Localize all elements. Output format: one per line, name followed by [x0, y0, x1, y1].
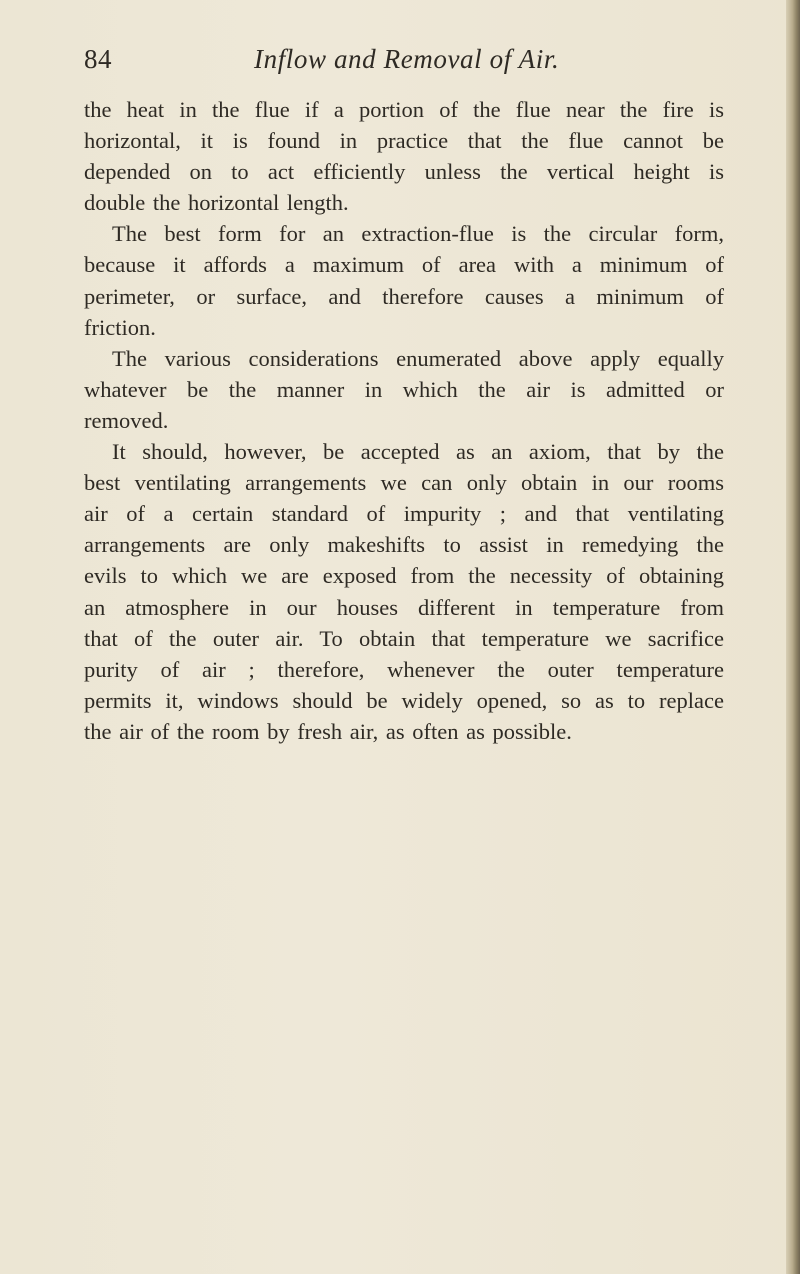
- text-line: the air of the room by fresh air, as often as possible.: [84, 718, 572, 744]
- text-line: purity of air ; therefore, whenever the outer temperature: [84, 656, 724, 682]
- text-line: whatever be the manner in which the air is admitted or: [84, 376, 724, 402]
- text-line: arrangements are only makeshifts to assist in remedying the: [84, 532, 724, 558]
- text-line: horizontal, it is found in practice that the flue cannot be: [84, 128, 724, 154]
- text-line: friction.: [84, 314, 156, 340]
- text-line: removed.: [84, 407, 169, 433]
- text-line: The best form for an extraction-flue is the circular form,: [112, 221, 724, 247]
- page-edge-shadow: [786, 0, 800, 1274]
- text-line: The various considerations enumerated above apply equally: [112, 345, 724, 371]
- text-line: perimeter, or surface, and therefore causes a minimum of: [84, 283, 724, 309]
- text-line: an atmosphere in our houses different in temperature from: [84, 594, 724, 620]
- page-header: [84, 44, 724, 84]
- text-line: because it affords a maximum of area with a minimum of: [84, 252, 724, 278]
- text-line: that of the outer air. To obtain that temperature we sacrifice: [84, 625, 724, 651]
- text-line: double the horizontal length.: [84, 190, 349, 216]
- text-line: It should, however, be accepted as an axiom, that by the: [112, 439, 724, 465]
- running-head: Inflow and Removal of Air.: [254, 44, 560, 74]
- text-line: permits it, windows should be widely opened, so as to replace: [84, 687, 724, 713]
- body-text: [84, 94, 724, 747]
- page-number: 84: [84, 44, 112, 74]
- text-line: air of a certain standard of impurity ; and that ventilating: [84, 501, 724, 527]
- text-line: evils to which we are exposed from the necessity of obtaining: [84, 563, 724, 589]
- text-line: the heat in the flue if a portion of the flue near the fire is: [84, 97, 724, 122]
- text-line: depended on to act efficiently unless the vertical height is: [84, 159, 724, 185]
- text-line: best ventilating arrangements we can only obtain in our rooms: [84, 470, 724, 496]
